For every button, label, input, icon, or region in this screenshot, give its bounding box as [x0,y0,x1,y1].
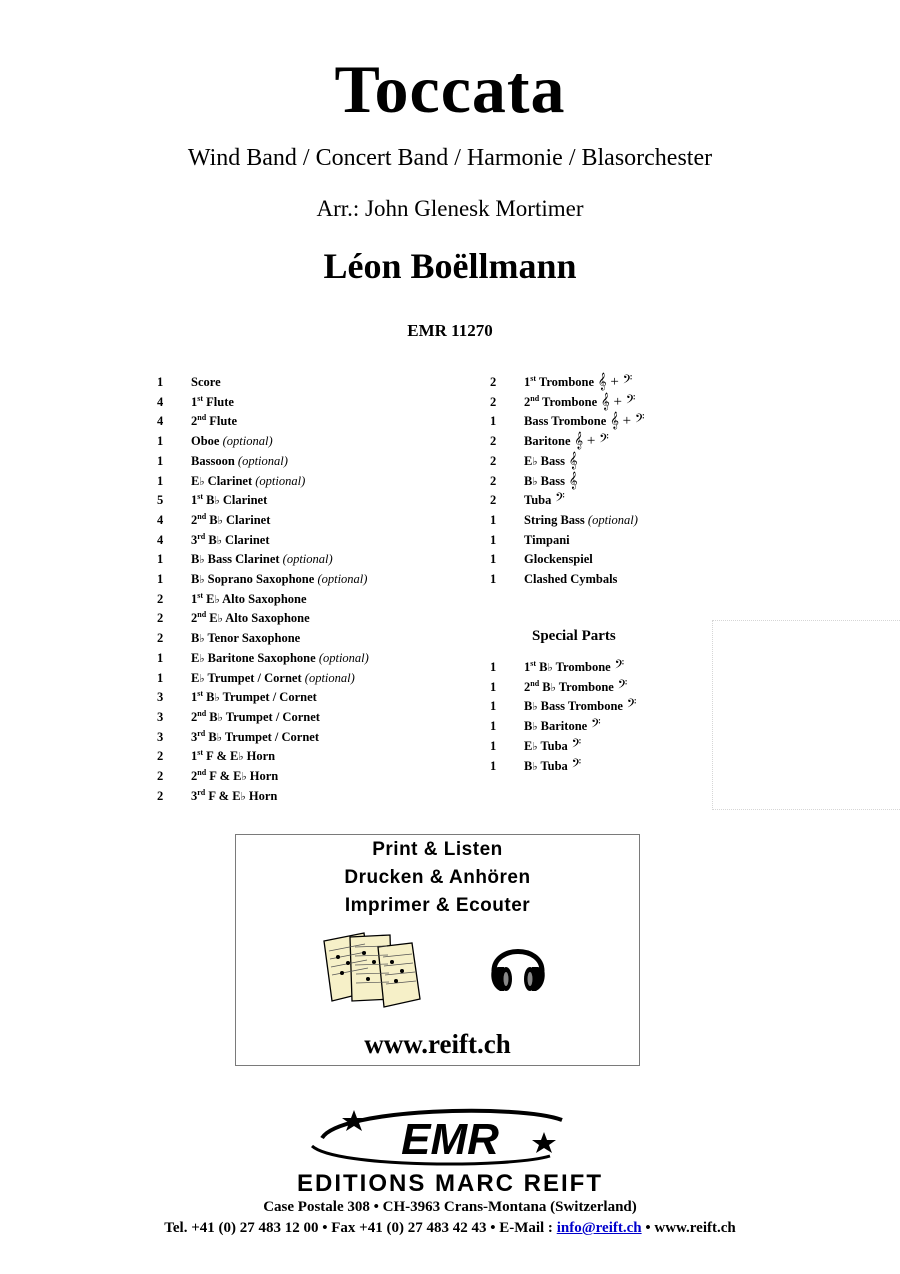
optional-note: (optional) [301,670,355,685]
clef-icon: 𝄢 [622,698,637,715]
email-link[interactable]: info@reift.ch [556,1220,642,1236]
part-name: 3rd B♭ Clarinet [191,531,270,547]
page-title: Toccata [334,51,566,127]
part-quantity: 1 [490,532,497,547]
part-quantity: 5 [157,493,164,508]
special-parts-heading: Special Parts [532,628,616,644]
part-quantity: 1 [157,453,164,468]
part-quantity: 2 [490,434,497,449]
part-name: 1st F & E♭ Horn [191,748,276,764]
part-name: Bassoon (optional) [191,453,288,468]
part-name: Oboe (optional) [191,434,273,449]
part-name: 2nd Trombone 𝄞 + 𝄢 [524,393,636,410]
part-quantity: 1 [490,414,497,429]
part-quantity: 1 [157,670,164,685]
print-listen-line: Imprimer & Ecouter [344,895,531,916]
part-quantity: 2 [157,788,164,803]
part-name: 2nd F & E♭ Horn [191,768,279,783]
part-quantity: 1 [490,552,497,567]
part-name: Baritone 𝄞 + 𝄢 [524,433,609,450]
part-name: Timpani [524,532,570,547]
publisher-contact [0,1220,900,1237]
part-quantity: 1 [490,758,497,773]
part-name: 1st Trombone 𝄞 + 𝄢 [524,374,633,390]
part-name: 2nd B♭ Clarinet [191,511,271,527]
part-quantity: 1 [490,512,497,527]
part-quantity: 1 [157,473,164,488]
part-quantity: 3 [157,709,164,724]
part-quantity: 2 [490,493,497,508]
part-name: E♭ Trumpet / Cornet (optional) [191,670,355,685]
part-quantity: 1 [157,375,164,389]
part-quantity: 2 [490,394,497,409]
part-name: B♭ Bass 𝄞 [524,472,578,489]
part-quantity: 1 [490,738,497,753]
publisher-name: EDITIONS MARC REIFT [297,1170,603,1197]
part-name: Score [191,375,221,389]
clef-icon: 𝄞 + 𝄢 [606,413,645,430]
part-name: B♭ Bass Trombone 𝄢 [524,698,637,715]
subtitle: Wind Band / Concert Band / Harmonie / Blasorchester [187,145,713,171]
part-quantity: 1 [157,552,164,567]
clef-icon: 𝄢 [587,718,601,735]
optional-note: (optional) [314,572,368,586]
part-name: Glockenspiel [524,552,593,567]
contact-website: • www.reift.ch [641,1220,736,1236]
part-quantity: 1 [490,572,497,586]
contact-phone-fax: Tel. +41 (0) 27 483 12 00 • Fax +41 (0) 27 483 42 43 • E-Mail : [164,1220,557,1236]
part-name: 2nd E♭ Alto Saxophone [191,610,310,626]
website-link[interactable]: www.reift.ch [364,1029,511,1059]
part-name: 1st B♭ Clarinet [191,492,268,508]
print-listen-line: Drucken & Anhören [344,867,531,888]
sheet-music-icon [320,929,430,1013]
publisher-address: Case Postale 308 • CH-3963 Crans-Montana (Switzerland) [263,1199,637,1215]
composer: Léon Boëllmann [323,246,577,286]
part-quantity: 2 [490,453,497,468]
part-quantity: 1 [490,719,497,734]
part-name: E♭ Bass 𝄞 [524,452,578,469]
part-quantity: 1 [490,679,497,694]
part-name: Tuba 𝄢 [524,492,565,509]
arranger: Arr.: John Glenesk Mortimer [316,196,584,221]
part-quantity: 4 [157,532,164,547]
part-quantity: 2 [157,749,164,764]
optional-note: (optional) [252,473,306,488]
empty-placeholder-box [712,620,900,810]
part-name: B♭ Tuba 𝄢 [524,757,582,774]
part-quantity: 3 [157,690,164,705]
clef-icon: 𝄞 + 𝄢 [594,374,633,390]
optional-note: (optional) [234,453,288,468]
part-quantity: 1 [157,650,164,665]
print-listen-line: Print & Listen [372,839,503,860]
emr-logo [300,1102,600,1170]
part-name: E♭ Clarinet (optional) [191,473,306,488]
part-name: 2nd Flute [191,413,238,429]
part-name: B♭ Baritone 𝄢 [524,718,601,735]
clef-icon: 𝄞 + 𝄢 [597,393,636,410]
headphones-icon [486,931,550,997]
part-name: 2nd B♭ Trumpet / Cornet [191,708,320,724]
part-quantity: 4 [157,414,164,429]
part-name: 1st B♭ Trumpet / Cornet [191,689,317,705]
part-quantity: 4 [157,394,164,409]
part-quantity: 1 [490,699,497,714]
clef-icon: 𝄞 + 𝄢 [570,433,609,450]
part-quantity: 2 [157,591,164,606]
optional-note: (optional) [219,434,273,449]
part-name: Clashed Cymbals [524,572,618,586]
clef-icon: 𝄢 [613,678,628,695]
part-name: E♭ Baritone Saxophone (optional) [191,650,369,665]
part-quantity: 1 [490,660,497,674]
part-quantity: 2 [157,611,164,626]
print-listen-box [235,834,640,1066]
part-quantity: 1 [157,572,164,586]
part-name: 1st E♭ Alto Saxophone [191,590,307,606]
part-quantity: 4 [157,512,164,527]
clef-icon: 𝄞 [565,472,578,489]
optional-note: (optional) [584,512,638,527]
part-name: E♭ Tuba 𝄢 [524,737,582,754]
part-name: 1st Flute [191,393,234,409]
clef-icon: 𝄞 [565,452,578,469]
part-quantity: 2 [490,375,497,389]
clef-icon: 𝄢 [567,737,582,754]
clef-icon: 𝄢 [551,492,565,509]
part-name: 1st B♭ Trombone 𝄢 [524,659,625,675]
part-name: 2nd B♭ Trombone 𝄢 [524,678,628,695]
part-name: String Bass (optional) [524,512,638,527]
part-name: 3rd F & E♭ Horn [191,787,278,803]
part-name: Bass Trombone 𝄞 + 𝄢 [524,413,645,430]
part-name: B♭ Bass Clarinet (optional) [191,552,333,567]
catalog-number: EMR 11270 [407,321,493,340]
part-name: 3rd B♭ Trumpet / Cornet [191,728,320,744]
part-name: B♭ Tenor Saxophone [191,631,301,646]
part-name: B♭ Soprano Saxophone (optional) [191,572,368,586]
part-quantity: 2 [157,769,164,783]
optional-note: (optional) [279,552,333,567]
part-quantity: 1 [157,434,164,449]
emr-logo-text: EMR [401,1115,499,1164]
optional-note: (optional) [315,650,369,665]
part-quantity: 2 [490,473,497,488]
clef-icon: 𝄢 [567,757,582,774]
clef-icon: 𝄢 [610,659,625,675]
part-quantity: 3 [157,729,164,744]
part-quantity: 2 [157,631,164,646]
